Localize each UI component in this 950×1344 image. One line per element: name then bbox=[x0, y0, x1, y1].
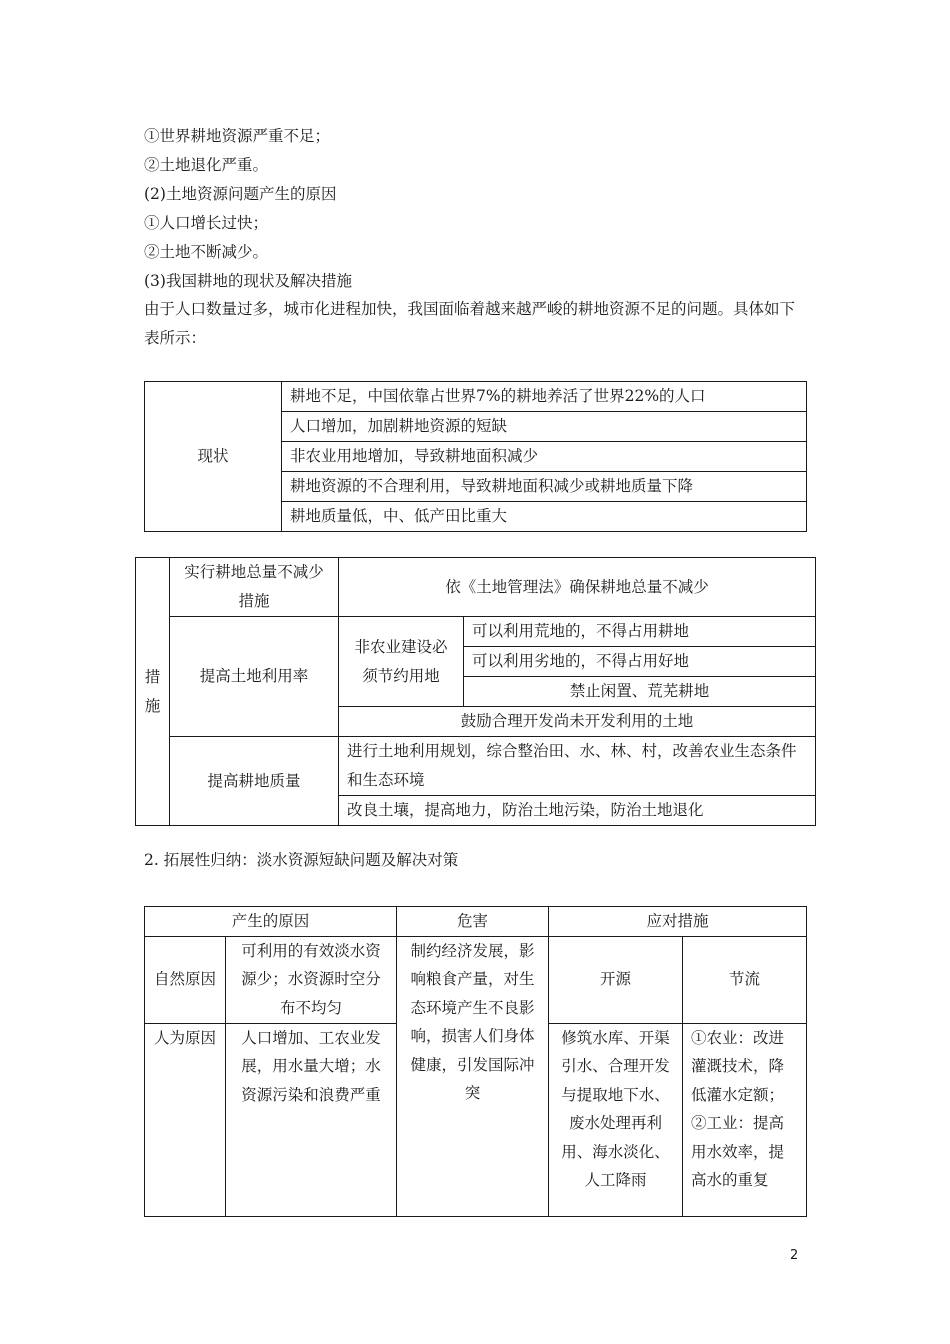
status-row: 人口增加，加剧耕地资源的短缺 bbox=[282, 412, 807, 442]
measure-2-last: 鼓励合理开发尚未开发利用的土地 bbox=[339, 707, 816, 737]
measure-2-sub-row: 禁止闲置、荒芜耕地 bbox=[464, 677, 816, 707]
human-label: 人为原因 bbox=[145, 1023, 226, 1216]
measures-table bbox=[135, 557, 816, 826]
status-row: 耕地不足，中国依靠占世界7%的耕地养活了世界22%的人口 bbox=[282, 382, 807, 412]
status-row: 耕地质量低，中、低产田比重大 bbox=[282, 502, 807, 532]
human-text: 人口增加、工农业发展，用水量大增；水资源污染和浪费严重 bbox=[226, 1023, 397, 1216]
header-harm: 危害 bbox=[397, 907, 549, 937]
water-table bbox=[144, 906, 807, 1217]
measure-3-label: 提高耕地质量 bbox=[170, 737, 339, 826]
section-2-heading: 2. 拓展性归纳：淡水资源短缺问题及解决对策 bbox=[144, 851, 459, 869]
measure-1-content: 依《土地管理法》确保耕地总量不减少 bbox=[339, 558, 816, 617]
natural-text: 可利用的有效淡水资源少；水资源时空分布不均匀 bbox=[226, 936, 397, 1023]
status-table bbox=[144, 381, 807, 532]
harm-text: 制约经济发展，影响粮食产量，对生态环境产生不良影响，损害人们身体健康，引发国际冲突 bbox=[397, 936, 549, 1216]
measure-2-sub-label: 非农业建设必须节约用地 bbox=[339, 617, 464, 707]
status-row: 耕地资源的不合理利用，导致耕地面积减少或耕地质量下降 bbox=[282, 472, 807, 502]
header-save: 节流 bbox=[683, 936, 807, 1023]
measures-label: 措施 bbox=[136, 558, 170, 826]
text-line-3: ①人口增长过快； bbox=[144, 214, 269, 232]
page-number: 2 bbox=[790, 1248, 799, 1263]
text-line-2: ②土地退化严重。 bbox=[144, 156, 269, 174]
header-open: 开源 bbox=[549, 936, 683, 1023]
measure-2-sub-row: 可以利用荒地的，不得占用耕地 bbox=[464, 617, 816, 647]
save-text: ①农业：改进灌溉技术，降低灌水定额；②工业：提高用水效率，提高水的重复 bbox=[683, 1023, 807, 1216]
status-row: 非农业用地增加，导致耕地面积减少 bbox=[282, 442, 807, 472]
measure-2-sub-row: 可以利用劣地的，不得占用好地 bbox=[464, 647, 816, 677]
natural-label: 自然原因 bbox=[145, 936, 226, 1023]
open-text: 修筑水库、开渠引水、合理开发与提取地下水、废水处理再利用、海水淡化、人工降雨 bbox=[549, 1023, 683, 1216]
measure-1-label: 实行耕地总量不减少措施 bbox=[170, 558, 339, 617]
text-line-1: ①世界耕地资源严重不足； bbox=[144, 127, 331, 145]
text-line-4: ②土地不断减少。 bbox=[144, 243, 269, 261]
measure-3-row: 改良土壤，提高地力，防治土地污染，防治土地退化 bbox=[339, 796, 816, 826]
measure-3-row: 进行土地利用规划，综合整治田、水、林、村，改善农业生态条件和生态环境 bbox=[339, 737, 816, 796]
subheading-2: (2)土地资源问题产生的原因 bbox=[144, 185, 337, 203]
status-label: 现状 bbox=[145, 382, 282, 532]
intro-paragraph: 由于人口数量过多，城市化进程加快，我国面临着越来越严峻的耕地资源不足的问题。具体如下表所示： bbox=[144, 300, 796, 347]
measure-2-label: 提高土地利用率 bbox=[170, 617, 339, 737]
subheading-3: (3)我国耕地的现状及解决措施 bbox=[144, 272, 352, 290]
header-measure: 应对措施 bbox=[549, 907, 807, 937]
header-cause: 产生的原因 bbox=[145, 907, 397, 937]
